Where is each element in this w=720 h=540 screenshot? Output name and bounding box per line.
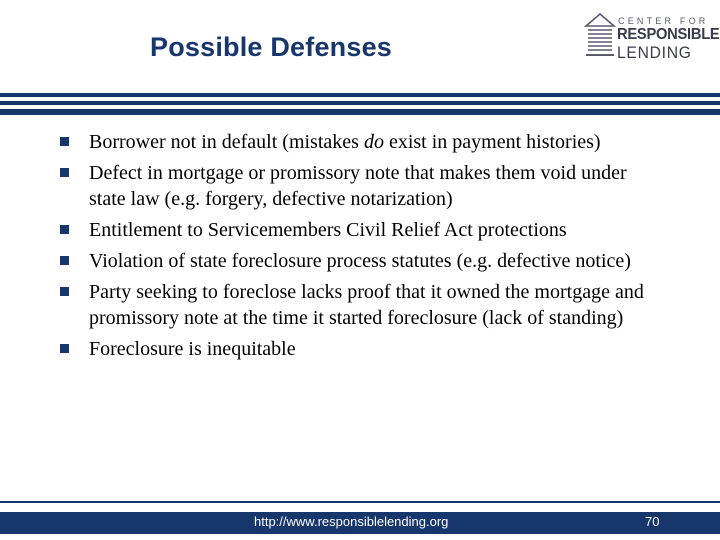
bullet-item: Party seeking to foreclose lacks proof that it owned the mortgage and promissory note at the time it started foreclosure (lack of standing) bbox=[58, 279, 668, 331]
bullet-marker bbox=[60, 225, 69, 234]
bullet-marker bbox=[60, 137, 69, 146]
bullet-item: Entitlement to Servicemembers Civil Relief Act protections bbox=[58, 217, 668, 243]
logo-line-lending: LENDING bbox=[617, 43, 692, 62]
header-rule-top bbox=[0, 93, 720, 97]
bullet-marker bbox=[60, 287, 69, 296]
page-number: 70 bbox=[645, 514, 660, 529]
header-rule-bottom bbox=[0, 109, 720, 115]
logo-line-center-for: CENTER FOR bbox=[618, 16, 709, 26]
bullet-item: Foreclosure is inequitable bbox=[58, 336, 668, 362]
slide-title: Possible Defenses bbox=[150, 32, 393, 62]
bullet-item: Violation of state foreclosure process statutes (e.g. defective notice) bbox=[58, 248, 668, 274]
bullet-marker bbox=[60, 256, 69, 265]
footer-url[interactable]: http://www.responsiblelending.org bbox=[254, 514, 449, 529]
center-for-responsible-lending-logo bbox=[584, 12, 720, 64]
bullet-item: Borrower not in default (mistakes do exist in payment histories) bbox=[58, 129, 668, 155]
footer-rule bbox=[0, 501, 720, 503]
bullet-list bbox=[58, 129, 668, 367]
building-icon bbox=[584, 12, 616, 60]
bullet-marker bbox=[60, 168, 69, 177]
logo-line-responsible: RESPONSIBLE bbox=[617, 26, 720, 43]
bullet-item: Defect in mortgage or promissory note that makes them void under state law (e.g. forgery, defective notarization) bbox=[58, 160, 668, 212]
header-rule-middle bbox=[0, 101, 720, 105]
bullet-marker bbox=[60, 344, 69, 353]
